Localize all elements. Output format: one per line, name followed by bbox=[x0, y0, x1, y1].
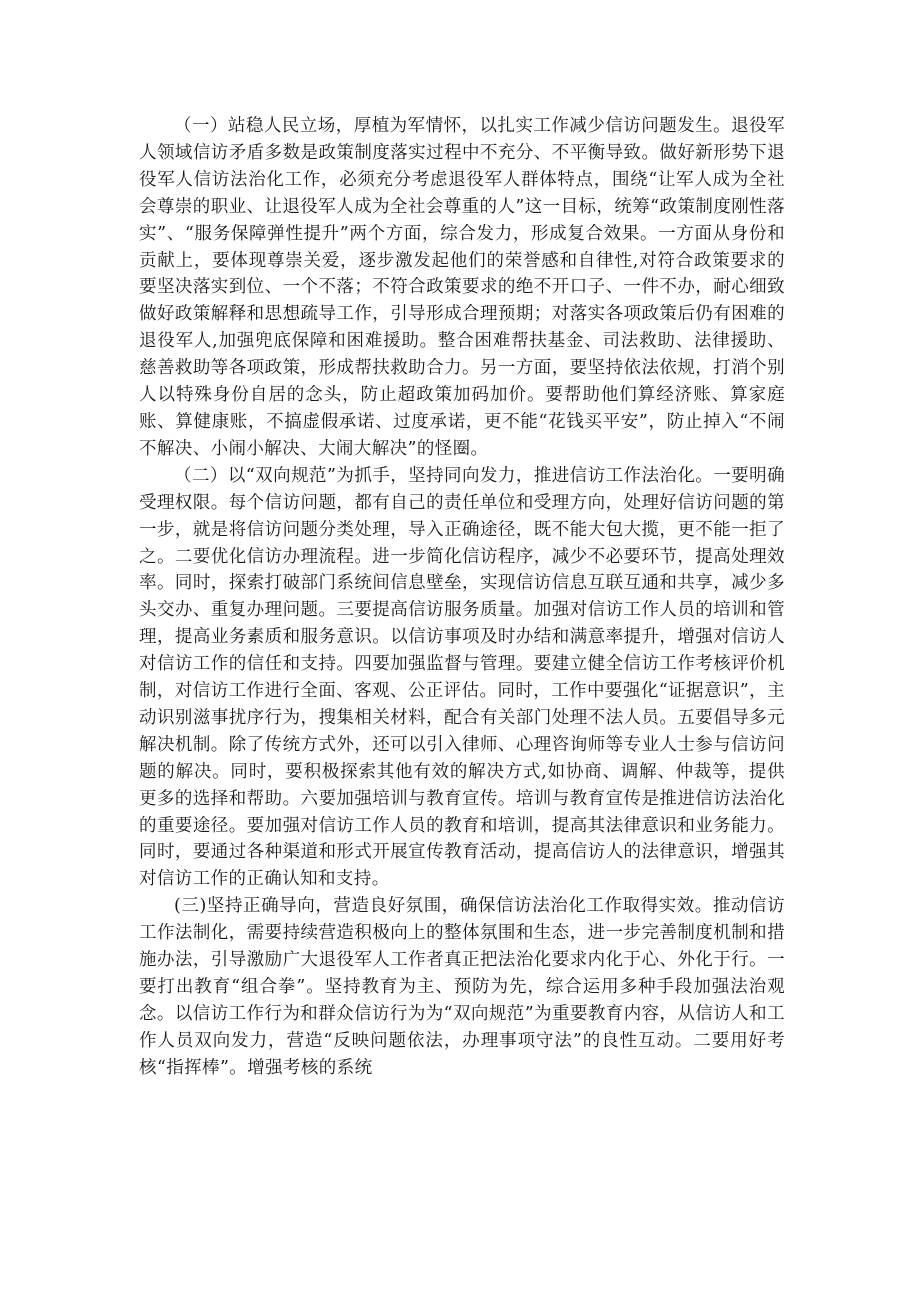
paragraph-1: （一）站稳人民立场，厚植为军情怀，以扎实工作减少信访问题发生。退役军人领域信访矛盾多数是政策制度落实过程中不充分、不平衡导致。做好新形势下退役军人信访法治化工作，必须充分考虑退役军人群体特点，围绕“让军人成为全社会尊崇的职业、让退役军人成为全社会尊重的人”这一目标，统筹“政策制度刚性落实”、“服务保障弹性提升”两个方面，综合发力，形成复合效果。一方面从身份和贡献上，要体现尊崇关爱，逐步激发起他们的荣誉感和自律性,对符合政策要求的要坚决落实到位、一个不落；不符合政策要求的绝不开口子、一件不办，耐心细致做好政策解释和思想疏导工作，引导形成合理预期；对落实各项政策后仍有困难的退役军人,加强兜底保障和困难援助。整合困难帮扶基金、司法救助、法律援助、慈善救助等各项政策，形成帮扶救助合力。另一方面，要坚持依法依规，打消个别人以特殊身份自居的念头，防止超政策加码加价。要帮助他们算经济账、算家庭账、算健康账，不搞虚假承诺、过度承诺，更不能“花钱买平安”，防止掉入“不闹不解决、小闹小解决、大闹大解决”的怪圈。 bbox=[139, 116, 785, 459]
paragraph-2: （二）以“双向规范”为抓手，坚持同向发力，推进信访工作法治化。一要明确受理权限。每个信访问题，都有自己的责任单位和受理方向，处理好信访问题的第一步，就是将信访问题分类处理，导入正确途径，既不能大包大揽，更不能一拒了之。二要优化信访办理流程。进一步简化信访程序，减少不必要环节，提高处理效率。同时，探索打破部门系统间信息壁垒，实现信访信息互联互通和共享，减少多头交办、重复办理问题。三要提高信访服务质量。加强对信访工作人员的培训和管理，提高业务素质和服务意识。以信访事项及时办结和满意率提升，增强对信访人对信访工作的信任和支持。四要加强监督与管理。要建立健全信访工作考核评价机制，对信访工作进行全面、客观、公正评估。同时，工作中要强化“证据意识”，主动识别滋事扰序行为，搜集相关材料，配合有关部门处理不法人员。五要倡导多元解决机制。除了传统方式外，还可以引入律师、心理咨询师等专业人士参与信访问题的解决。同时，要积极探索其他有效的解决方式,如协商、调解、仲裁等，提供更多的选择和帮助。六要加强培训与教育宣传。培训与教育宣传是推进信访法治化的重要途径。要加强对信访工作人员的教育和培训，提高其法律意识和业务能力。同时，要通过各种渠道和形式开展宣传教育活动，提高信访人的法律意识，增强其对信访工作的正确认知和支持。 bbox=[139, 465, 785, 890]
paragraph-3: (三)坚持正确导向，营造良好氛围，确保信访法治化工作取得实效。推动信访工作法制化，需要持续营造积极向上的整体氛围和生态，进一步完善制度机制和措施办法，引导激励广大退役军人工作者真正把法治化要求内化于心、外化于行。一要打出教育“组合拳”。坚持教育为主、预防为先，综合运用多种手段加强法治观念。以信访工作行为和群众信访行为为“双向规范”为重要教育内容，从信访人和工作人员双向发力，营造“反映问题依法，办理事项守法”的良性互动。二要用好考核“指挥棒”。增强考核的系统 bbox=[139, 896, 785, 1078]
document-page bbox=[139, 113, 785, 1082]
